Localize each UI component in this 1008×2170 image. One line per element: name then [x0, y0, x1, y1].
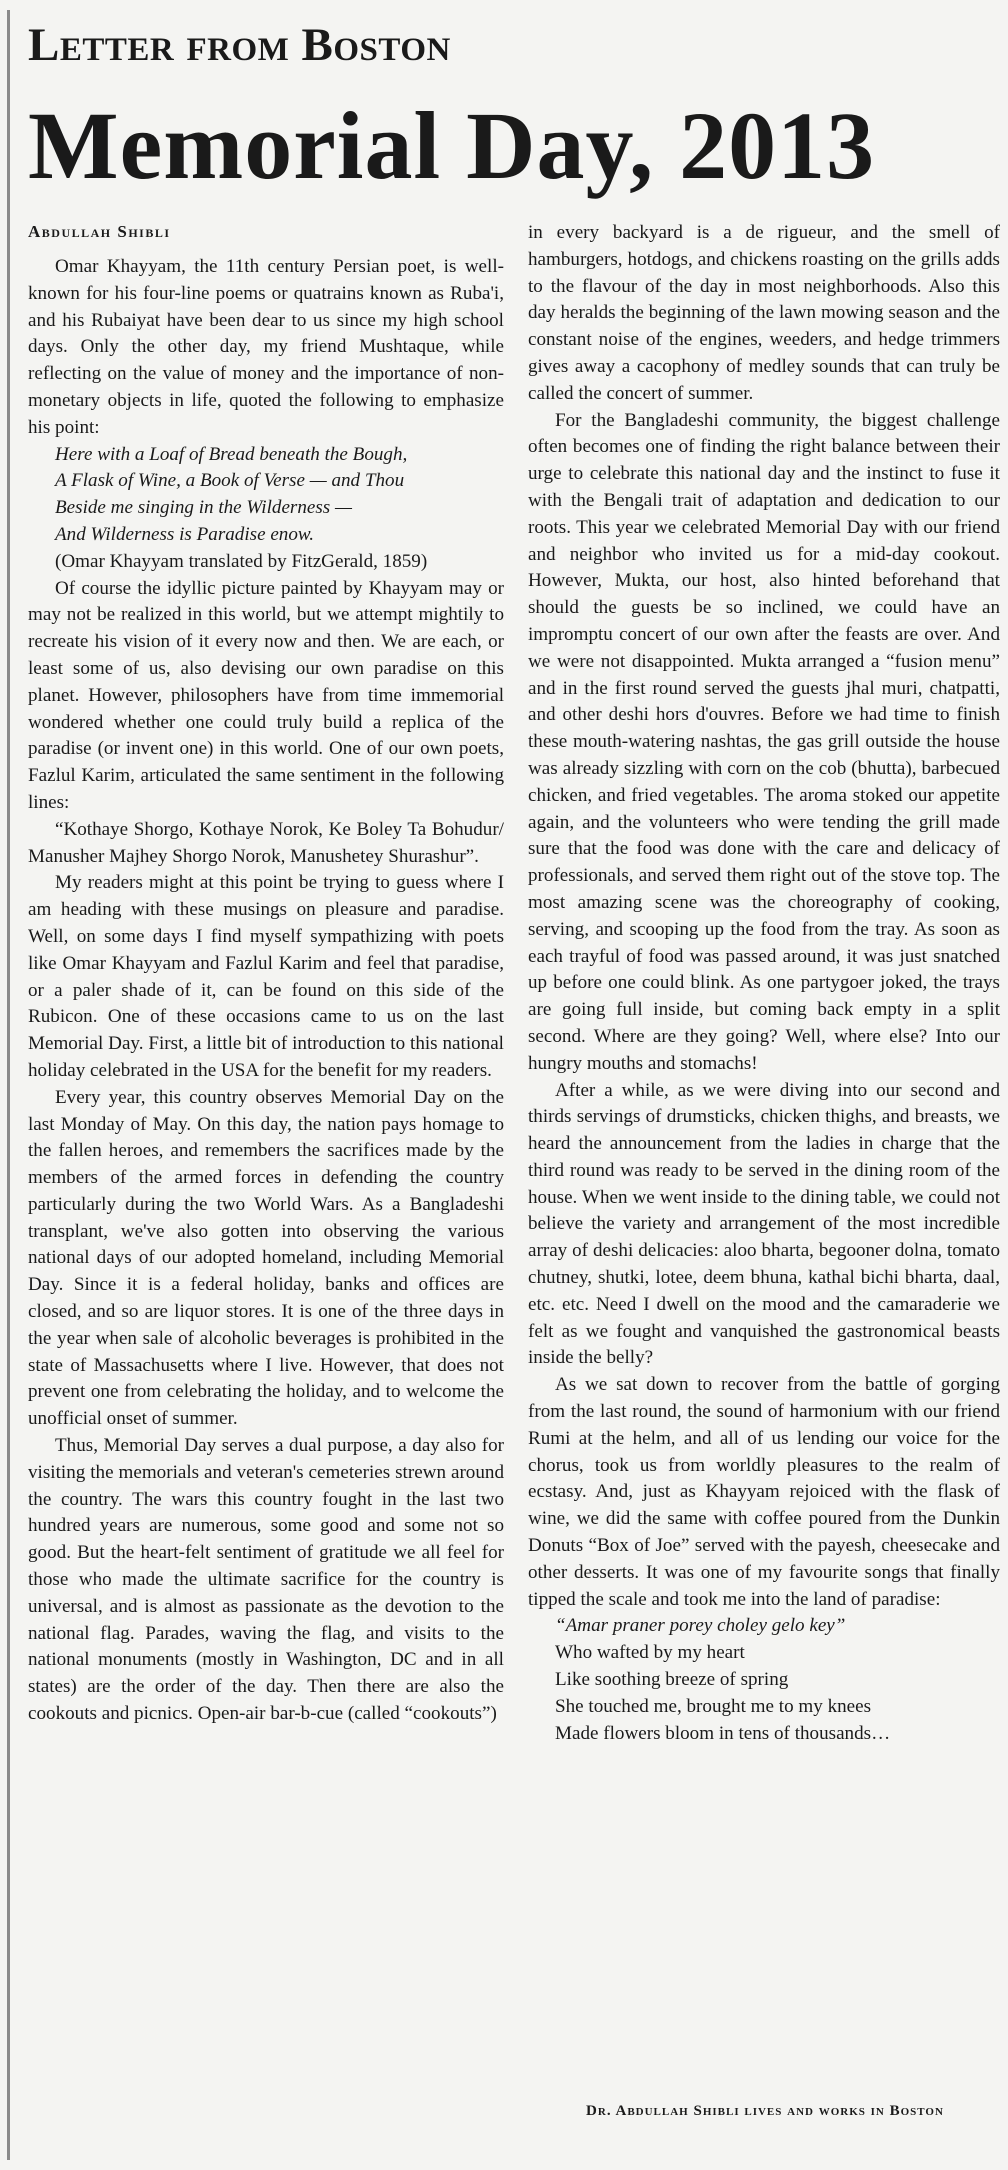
paragraph: in every backyard is a de rigueur, and the smell of hamburgers, hotdogs, and chickens roasting on the grills adds to the flavour of the day in most neighborhoods. Also this day heralds the beginning of the lawn mowing season and the constant noise of the engines, weeders, and hedge trimmers gives away a cacophony of medley sounds that can truly be called the concert of summer. — [528, 222, 1000, 404]
verse-block — [28, 442, 504, 549]
paragraph: Every year, this country observes Memorial Day on the last Monday of May. On this day, the nation pays homage to the fallen heroes, and remembers the sacrifices made by the members of the armed forces in defending the country particularly during the two World Wars. As a Bangladeshi transplant, we've also gotten into observing the various national days of our adopted homeland, including Memorial Day. Since it is a federal holiday, banks and offices are closed, and so are liquor stores. It is one of the three days in the year when sale of alcoholic beverages is prohibited in the state of Massachusetts where I live. However, that does not prevent one from celebrating the holiday, and to welcome the unofficial onset of summer. — [28, 1086, 504, 1430]
song-block — [528, 1613, 1000, 1747]
paragraph: My readers might at this point be trying to guess where I am heading with these musings on pleasure and paradise. Well, on some days I find myself sympathizing with poets like Omar Khayyam and Fazlul Karim and feel that paradise, or a paler shade of it, can be found on this side of the Rubicon. One of these occasions came to us on the last Memorial Day. First, a little bit of introduction to this national holiday celebrated in the USA for the benefit for my readers. — [28, 872, 504, 1081]
paragraph: For the Bangladeshi community, the biggest challenge often becomes one of finding the right balance between their urge to celebrate this national day and the instinct to fuse it with the Bengali trait of adaptation and dedication to our roots. This year we celebrated Memorial Day with our friend and neighbor who invited us for a mid-day cookout. However, Mukta, our host, also hinted beforehand that should the guests be so inclined, we could have an impromptu concert of our own after the feasts are over. And we were not disappointed. Mukta arranged a “fusion menu” and in the first round served the guests jhal muri, chatpatti, and other deshi hors d'ouvres. Before we had time to finish these mouth-watering nashtas, the gas grill outside the house was already sizzling with corn on the cob (bhutta), barbecued chicken, and fried vegetables. The aroma stoked our appetite again, and the volunteers who were tending the grill made sure that the food was done with the care and delicacy of professionals, and served them right out of the stove top. The most amazing scene was the choreography of cooking, serving, and scooping up the food from the tray. As soon as each trayful of food was passed around, it was just snatched up before one could blink. As one partygoer joked, the trays are going full inside, but coming back empty in a split second. Where are they going? Well, where else? Into our hungry mouths and stomachs! — [528, 409, 1000, 1074]
verse-attribution: (Omar Khayyam translated by FitzGerald, 1859) — [55, 550, 428, 572]
right-column — [528, 220, 1000, 1747]
song-line: Who wafted by my heart — [555, 1642, 745, 1664]
paragraph: Thus, Memorial Day serves a dual purpose, a day also for visiting the memorials and veteran's cemeteries strewn around the country. The wars this country fought in the last two hundred years are numerous, some good and some not so good. But the heart-felt sentiment of gratitude we all feel for those who made the ultimate sacrifice for the country is universal, and is almost as passionate as the devotion to the national flag. Parades, waving the flag, and visits to the national monuments (mostly in Washington, DC and in all states) are the order of the day. Then there are also the cookouts and picnics. Open-air bar-b-cue (called “cookouts”) — [28, 1435, 504, 1725]
byline: Abdullah Shibli — [28, 222, 171, 241]
paragraph: After a while, as we were diving into our second and thirds servings of drumsticks, chicken thighs, and breasts, we heard the announcement from the ladies in charge that the third round was ready to be served in the dining room of the house. When we went inside to the dining table, we could not believe the variety and arrangement of the most incredible array of deshi delicacies: aloo bharta, begooner dolna, tomato chutney, shutki, lotee, deem bhuna, kathal bichi bharta, daal, etc. etc. Need I dwell on the mood and the camaraderie we felt as we fought and vanquished the gastronomical beasts inside the belly? — [528, 1079, 1000, 1369]
song-line: “Amar praner porey choley gelo key” — [555, 1615, 846, 1637]
section-kicker: Letter from Boston — [28, 19, 451, 71]
song-line: Made flowers bloom in tens of thousands… — [555, 1722, 891, 1744]
quote: “Kothaye Shorgo, Kothaye Norok, Ke Boley Ta Bohudur/ Manusher Majhey Shorgo Norok, Manushetey Shurashur”. — [28, 818, 504, 867]
song-line: Like soothing breeze of spring — [555, 1669, 789, 1691]
author-credit: Dr. Abdullah Shibli lives and works in Boston — [586, 2103, 944, 2119]
left-column — [28, 254, 504, 1728]
verse-line: Here with a Loaf of Bread beneath the Bough, — [55, 443, 408, 465]
verse-line: Beside me singing in the Wilderness — — [55, 497, 352, 519]
verse-line: And Wilderness is Paradise enow. — [55, 523, 314, 545]
article-headline: Memorial Day, 2013 — [28, 92, 876, 199]
paragraph: Of course the idyllic picture painted by Khayyam may or may not be realized in this world, but we attempt mightily to recreate his vision of it every now and then. We are each, or least some of us, also devising our own paradise on this planet. However, philosophers have from time immemorial wondered whether one could truly build a replica of the paradise (or invent one) in this world. One of our own poets, Fazlul Karim, articulated the same sentiment in the following lines: — [28, 577, 504, 813]
song-line: She touched me, brought me to my knees — [555, 1695, 872, 1717]
paragraph: Omar Khayyam, the 11th century Persian poet, is well-known for his four-line poems or quatrains known as Ruba'i, and his Rubaiyat have been dear to us since my high school days. Only the other day, my friend Mushtaque, while reflecting on the value of money and the importance of non-monetary objects in life, quoted the following to emphasize his point: — [28, 256, 504, 438]
verse-line: A Flask of Wine, a Book of Verse — and Thou — [55, 470, 405, 492]
column-rule — [7, 10, 10, 2160]
paragraph: As we sat down to recover from the battle of gorging from the last round, the sound of harmonium with our friend Rumi at the helm, and all of us lending our voice for the chorus, took us from worldly pleasures to the realm of ecstasy. And, just as Khayyam rejoiced with the flask of wine, we did the same with coffee poured from the Dunkin Donuts “Box of Joe” served with the payesh, cheesecake and other desserts. It was one of my favourite songs that finally tipped the scale and took me into the land of paradise: — [528, 1374, 1000, 1610]
